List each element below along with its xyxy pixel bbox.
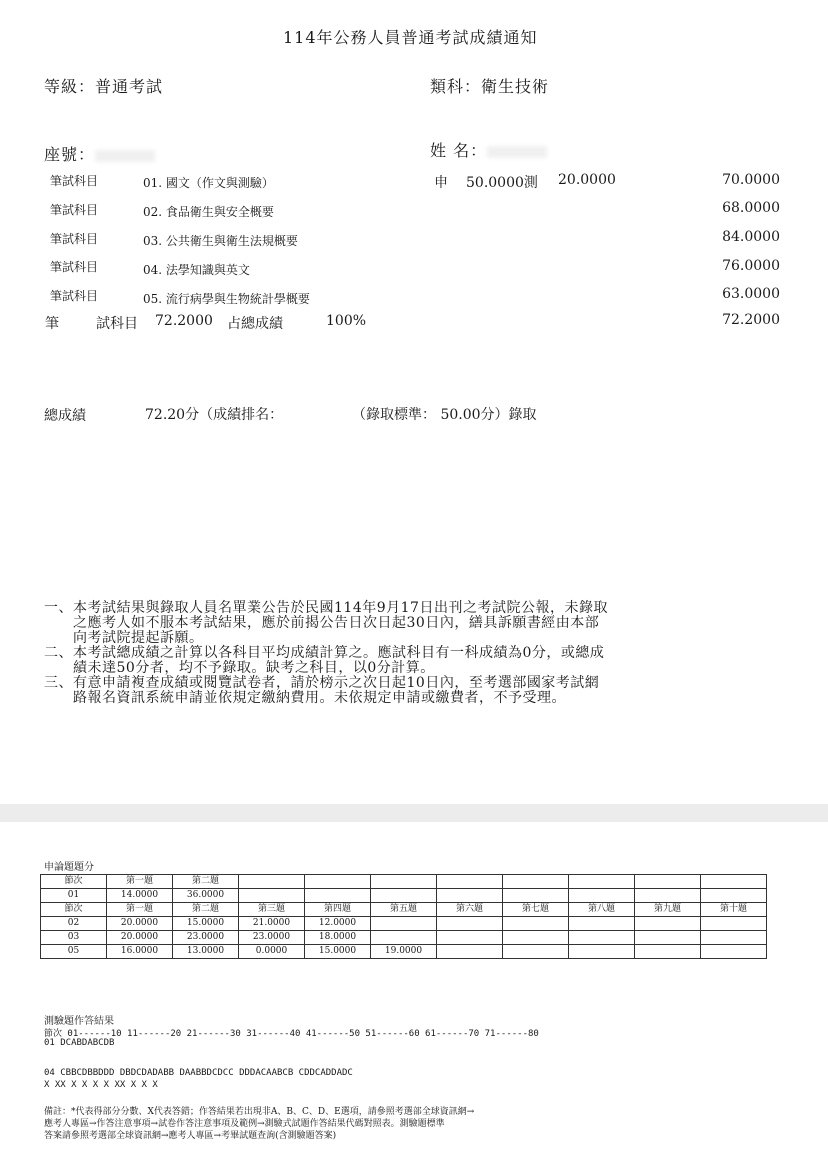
written-summary-score: 72.2000	[722, 312, 780, 328]
table-cell: 23.0000	[239, 931, 305, 945]
table-cell: 05	[41, 945, 107, 959]
written-summary-avg: 72.2000	[155, 313, 213, 329]
table-cell	[569, 945, 635, 959]
table-cell: 16.0000	[107, 945, 173, 959]
note-line: 一、本考試結果與錄取人員名單業公告於民國114年9月17日出刊之考試院公報，未錄取	[44, 600, 608, 616]
subject-score-5: 63.0000	[722, 286, 780, 302]
answers-row-01: 01 DCABDABCDB	[44, 1038, 115, 1048]
remark-line: 應考人專區→作答注意事項→試卷作答注意事項及範例→測驗式試題作答結果代碼對照表。測驗題標準	[44, 1119, 445, 1129]
essay-title: 申論題題分	[44, 862, 94, 873]
table-cell	[437, 945, 503, 959]
subject-type-1: 筆試科目	[50, 174, 99, 188]
table-cell: 第三題	[239, 903, 305, 917]
table-cell: 第一題	[107, 875, 173, 889]
note-line: 績未達50分者，均不予錄取。缺考之科目，以0分計算。	[44, 660, 435, 676]
table-cell	[305, 875, 371, 889]
table-cell: 20.0000	[107, 917, 173, 931]
table-cell	[701, 945, 767, 959]
subject-type-3: 筆試科目	[50, 232, 99, 246]
table-cell: 13.0000	[173, 945, 239, 959]
table-cell	[503, 875, 569, 889]
subject-name-5: 05. 流行病學與生物統計學概要	[143, 292, 310, 306]
level-value: 普通考試	[95, 77, 164, 96]
seat-redacted	[95, 150, 155, 162]
remark-line: 備註：*代表得部分分數、X代表答錯；作答結果若出現非A、B、C、D、E選項，請參照考選部全球資訊網→	[44, 1107, 475, 1117]
table-cell: 36.0000	[173, 889, 239, 903]
name-field	[430, 138, 547, 161]
table-row	[41, 917, 767, 931]
note-line: 之應考人如不服本考試結果，應於前揭公告日次日起30日內，繕具訴願書經由本部	[44, 615, 600, 631]
table-row	[41, 903, 767, 917]
table-cell	[371, 889, 437, 903]
table-cell: 18.0000	[305, 931, 371, 945]
table-cell	[635, 889, 701, 903]
table-cell	[701, 889, 767, 903]
table-cell: 節次	[41, 903, 107, 917]
table-cell	[437, 917, 503, 931]
answers-title: 測驗題作答結果	[44, 1016, 114, 1027]
table-cell	[371, 931, 437, 945]
written-summary-weight-label: 占總成績	[227, 316, 283, 332]
answers-header: 節次 01------10 11------20 21------30 31------40 41------50 51------60 61------70 71------80	[44, 1029, 539, 1039]
table-cell	[701, 917, 767, 931]
written-summary-c1: 筆	[45, 316, 59, 332]
total-standard: （錄取標準： 50.00分）錄取	[352, 407, 537, 423]
remark-line: 答案請參照考選部全球資訊網→應考人專區→考畢試題查詢(含測驗題答案)	[44, 1131, 337, 1141]
note-line: 三、有意申請複查成績或閱覽試卷者，請於榜示之次日起10日內，至考選部國家考試網	[44, 675, 600, 691]
table-cell	[503, 945, 569, 959]
table-cell: 19.0000	[371, 945, 437, 959]
table-cell	[503, 889, 569, 903]
note-line: 向考試院提起訴願。	[44, 630, 204, 646]
table-cell: 21.0000	[239, 917, 305, 931]
table-cell	[635, 931, 701, 945]
subject-header-avg: 50.0000測	[466, 175, 538, 191]
subject-type-2: 筆試科目	[50, 203, 99, 217]
answer-detail-page	[0, 822, 828, 1156]
table-cell	[569, 931, 635, 945]
table-cell: 0.0000	[239, 945, 305, 959]
table-cell: 第八題	[569, 903, 635, 917]
table-cell: 第九題	[635, 903, 701, 917]
table-cell	[569, 917, 635, 931]
subject-name-1: 01. 國文（作文與測驗）	[143, 176, 274, 190]
document-title: 114年公務人員普通考試成績通知	[283, 28, 538, 47]
subject-name-4: 04. 法學知識與英文	[143, 263, 250, 277]
table-cell: 第二題	[173, 875, 239, 889]
seat-field	[44, 142, 155, 165]
table-cell: 15.0000	[305, 945, 371, 959]
subject-header-avg-value: 20.0000	[558, 172, 616, 188]
table-cell: 第六題	[437, 903, 503, 917]
table-cell: 15.0000	[173, 917, 239, 931]
subject-score-1: 70.0000	[722, 172, 780, 188]
level-field	[44, 74, 163, 97]
notes-block	[44, 601, 608, 706]
name-redacted	[487, 146, 547, 158]
table-cell	[437, 889, 503, 903]
table-cell	[503, 917, 569, 931]
category-value: 衛生技術	[481, 77, 550, 96]
subject-score-3: 84.0000	[722, 229, 780, 245]
answers-row-04: 04 CBBCDBBDDD DBDCDADABB DAABBDCDCC DDDACAABCB CDDCADDADC	[44, 1068, 353, 1078]
table-cell	[239, 889, 305, 903]
table-cell	[569, 889, 635, 903]
seat-label: 座號：	[44, 145, 96, 164]
table-cell	[635, 875, 701, 889]
written-summary-c2: 試科目	[96, 316, 138, 332]
table-cell: 12.0000	[305, 917, 371, 931]
subject-score-2: 68.0000	[722, 200, 780, 216]
note-line: 路報名資訊系統申請並依規定繳納費用。未依規定申請或繳費者，不予受理。	[44, 690, 566, 706]
total-score: 72.20分（成績排名：	[145, 407, 284, 423]
category-field	[430, 74, 549, 97]
table-row	[41, 875, 767, 889]
table-cell: 02	[41, 917, 107, 931]
table-cell: 第七題	[503, 903, 569, 917]
table-row	[41, 945, 767, 959]
table-cell: 23.0000	[173, 931, 239, 945]
table-cell: 01	[41, 889, 107, 903]
table-cell	[437, 931, 503, 945]
table-cell	[437, 875, 503, 889]
essay-score-table	[40, 874, 767, 959]
table-cell	[569, 875, 635, 889]
table-cell	[635, 917, 701, 931]
table-cell: 第十題	[701, 903, 767, 917]
subject-type-5: 筆試科目	[50, 289, 99, 303]
table-cell	[371, 875, 437, 889]
remark-block	[44, 1106, 474, 1142]
note-line: 二、本考試總成績之計算以各科目平均成績計算之。應試科目有一科成績為0分，或總成	[44, 645, 605, 661]
table-cell	[305, 889, 371, 903]
table-row	[41, 931, 767, 945]
total-label: 總成績	[44, 408, 86, 424]
name-label: 姓 名：	[430, 141, 488, 160]
subject-name-3: 03. 公共衛生與衛生法規概要	[143, 234, 298, 248]
category-label: 類科：	[430, 77, 482, 96]
subject-name-2: 02. 食品衛生與安全概要	[143, 205, 274, 219]
table-cell: 第二題	[173, 903, 239, 917]
written-summary-weight: 100%	[326, 313, 367, 329]
table-cell	[635, 945, 701, 959]
table-row	[41, 889, 767, 903]
answers-row-04-marks: X XX X X X X XX X X X	[44, 1080, 158, 1090]
level-label: 等級：	[44, 77, 96, 96]
table-cell: 14.0000	[107, 889, 173, 903]
table-cell: 節次	[41, 875, 107, 889]
subject-type-4: 筆試科目	[50, 260, 99, 274]
table-cell	[239, 875, 305, 889]
table-cell: 第五題	[371, 903, 437, 917]
table-cell	[371, 917, 437, 931]
table-cell	[701, 875, 767, 889]
table-cell: 03	[41, 931, 107, 945]
table-cell: 第一題	[107, 903, 173, 917]
table-cell	[503, 931, 569, 945]
table-cell: 第四題	[305, 903, 371, 917]
subject-header-label: 申	[434, 175, 448, 191]
table-cell: 20.0000	[107, 931, 173, 945]
subject-score-4: 76.0000	[722, 258, 780, 274]
table-cell	[701, 931, 767, 945]
